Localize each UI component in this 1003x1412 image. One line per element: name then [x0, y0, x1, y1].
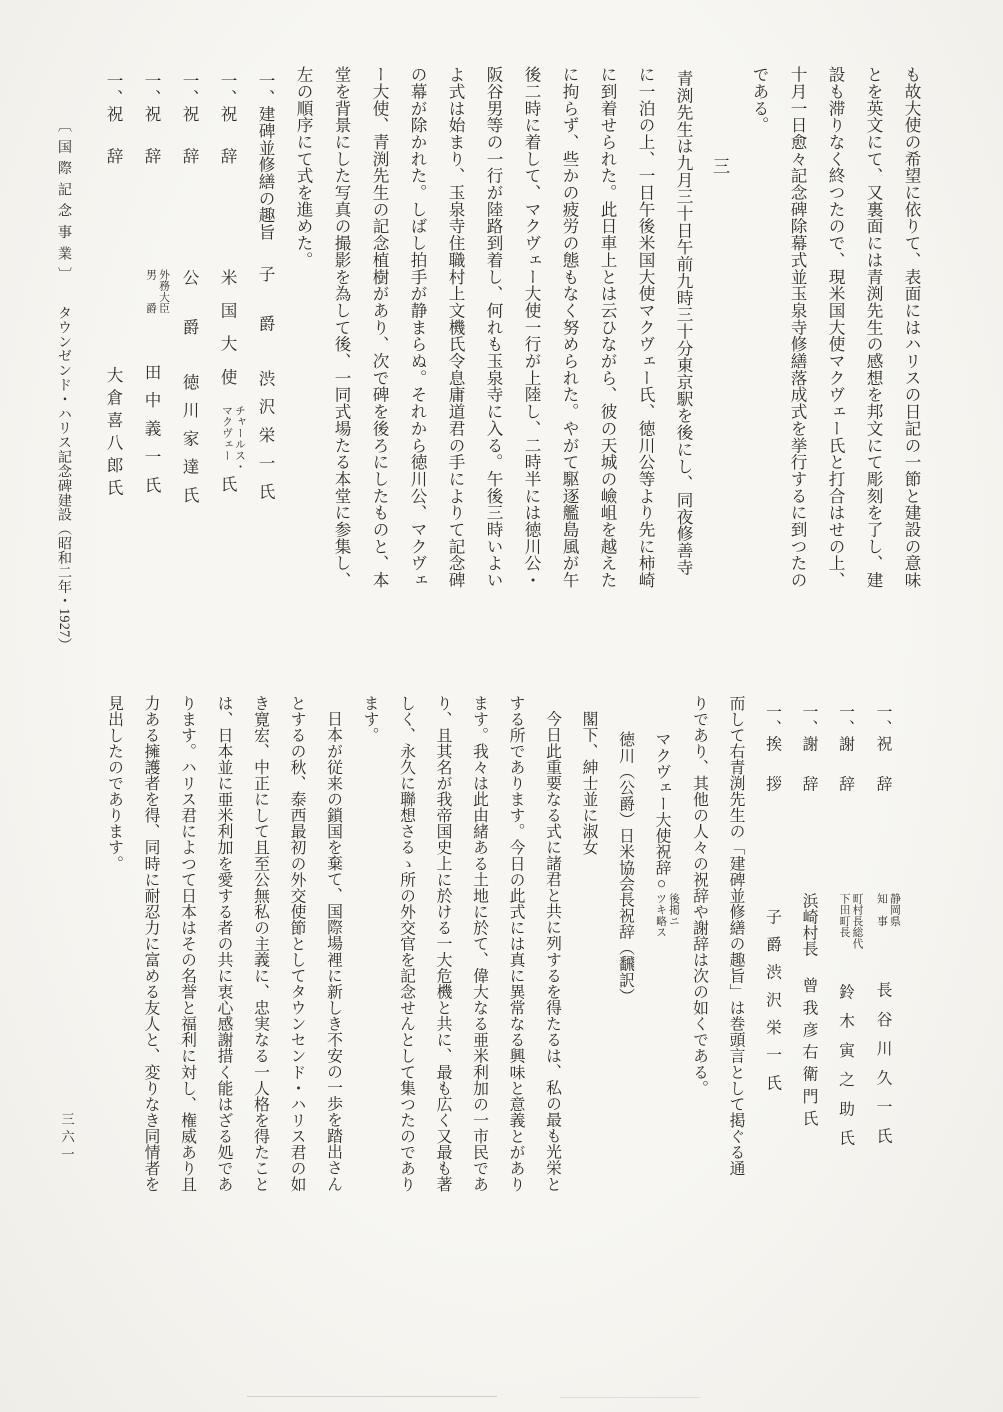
text-column: [351, 695, 388, 1175]
text-run: 氏: [218, 475, 237, 493]
text-run: 子爵渋沢栄一氏: [763, 908, 781, 1103]
text-run: 後二時に着して、マクヴェー大使一行が上陸し、二時半には徳川公・: [522, 66, 541, 589]
text-run: 辞: [218, 147, 237, 165]
text-run: 公爵: [180, 268, 199, 369]
text-run: 辞: [104, 147, 123, 165]
text-column: [570, 695, 607, 1175]
small-annotation: 町村長総代 下田町長: [838, 892, 864, 949]
text-run: する所であります。今日の此式には真に異常なる興味と意義とがあり: [507, 695, 524, 1193]
small-annotation: 静岡県 知 事: [876, 892, 901, 927]
text-run: 鈴木寅之助氏: [836, 983, 854, 1159]
text-column: [360, 66, 398, 626]
text-run: 日本が従来の鎖国を棄て、国際場裡に新しき不安の一歩を踏出さん: [324, 710, 342, 1192]
text-run: とを英文にて、又裏面には青渕先生の感想を邦文にて彫刻を了し、建: [864, 66, 883, 589]
small-annotation: 後掲ニ ツキ略ス: [655, 892, 680, 938]
section-heading: [702, 66, 740, 626]
text-run: 十月一日愈々記念碑除幕式並玉泉寺修繕落成式を挙行するに到つたの: [788, 66, 807, 589]
text-column: [740, 66, 778, 626]
text-column: [497, 695, 534, 1193]
text-column: [284, 66, 322, 626]
text-run: 米国大使: [218, 268, 237, 402]
bottom-text-block: [95, 695, 901, 1193]
text-column: [398, 66, 436, 626]
text-column: [626, 66, 664, 626]
text-column: [533, 695, 570, 1192]
text-run: 一、謝: [800, 703, 817, 752]
text-run: 而して右青渕先生の「建碑並修繕の趣旨」は巻頭言として掲ぐる通: [727, 695, 744, 1177]
text-run: 一、祝: [218, 71, 237, 123]
small-annotation: チャールス・ マクヴェー: [221, 404, 246, 473]
text-run: 三: [711, 157, 731, 175]
text-column: [314, 695, 351, 1192]
text-run: 〔国際記念事業〕: [56, 118, 72, 289]
text-column: [168, 695, 205, 1193]
text-run: 左の順序にて式を進めた。: [294, 66, 313, 269]
text-run: 一、祝: [104, 71, 123, 123]
text-run: 子爵: [256, 265, 275, 365]
text-column: [436, 66, 474, 626]
text-column: [132, 695, 169, 1193]
text-run: も故大使の希望に依りて、表面にはハリスの日記の一節と建設の意味: [902, 66, 921, 589]
text-run: 大倉喜八郎氏: [104, 366, 123, 502]
text-run: しく、永久に聯想さるゝ所の外交官を記念せんとして集つたのであり: [397, 695, 415, 1193]
text-column: [387, 695, 424, 1193]
text-run: 今日此重要なる式に諸君と共に列するを得たるは、私の最も光栄と: [543, 710, 561, 1192]
text-run: 徳川家達氏: [180, 373, 199, 515]
text-run: 青渕先生は九月三十日午前九時三十分東京駅を後にし、同夜修善寺: [674, 70, 693, 576]
top-text-block: [94, 66, 930, 626]
program-item: [864, 695, 902, 1175]
text-run: ー大使、青渕先生の記念植樹があり、次で碑を後ろにしたものと、本: [370, 66, 389, 589]
program-item: [246, 66, 284, 626]
text-column: [205, 695, 242, 1193]
text-run: 渋沢栄一氏: [256, 369, 275, 511]
text-run: 一、祝: [874, 703, 891, 752]
text-run: り、且其名が我帝国史上に於ける一大危機と共に、最も広く又最も著: [434, 695, 451, 1193]
text-column: [550, 66, 588, 626]
text-run: タウンゼンド・ハリス記念碑建設（昭和二年・1927）: [56, 305, 72, 652]
text-run: 堂を背景にした写真の撮影を為して後、一同式場たる本堂に参集し、: [332, 66, 351, 589]
program-item: [208, 66, 246, 626]
text-column: [778, 66, 816, 626]
text-run: 徳川（公爵）日米協会長祝辞（飜訳）: [616, 731, 634, 1004]
text-run: 辞: [142, 147, 161, 165]
speech-title: [643, 695, 681, 1175]
text-column: [664, 66, 702, 626]
small-annotation: 外務大臣 男 爵: [145, 268, 170, 314]
text-run: 曾我彦右衛門氏: [800, 977, 817, 1133]
text-column: [588, 66, 626, 626]
text-run: りであり、其他の人々の祝辞や謝辞は次の如くである。: [690, 695, 708, 1096]
text-column: [278, 695, 315, 1193]
text-run: 一、祝: [142, 71, 161, 123]
text-column: [474, 66, 512, 626]
text-column: [241, 695, 278, 1193]
scan-artifact-line: [247, 1396, 497, 1397]
program-item: [790, 695, 827, 1175]
text-run: に到着せられた。此日車上とは云ひながら、彼の天城の嶮岨を越えた: [598, 66, 617, 589]
text-run: 見出したのであります。: [105, 695, 123, 872]
program-item: [753, 695, 790, 1175]
program-item: [132, 66, 170, 626]
text-run: 一、建碑並修繕の趣旨: [256, 71, 275, 241]
text-run: 拶: [763, 775, 781, 792]
speech-title: [606, 695, 643, 1175]
text-run: 一、挨: [763, 703, 781, 752]
text-run: 辞: [180, 147, 199, 165]
text-run: 長谷川久一氏: [874, 981, 891, 1158]
page-number: 三六一: [59, 1112, 74, 1165]
text-run: ます。我々は此由緒ある土地に於て、偉大なる亜米利加の一市民であ: [470, 695, 488, 1193]
text-run: 力ある擁護者を得、同時に耐忍力に富める友人と、変りなき同情者を: [142, 695, 159, 1193]
text-run: 設も滞りなく終つたので、現米国大使マクヴェー氏と打合はせの上、: [826, 66, 845, 589]
text-column: [892, 66, 930, 626]
text-run: に拘らず、些かの疲労の態もなく努められた。やがて駆逐艦島風が午: [560, 66, 579, 589]
text-column: [460, 695, 497, 1193]
text-column: [424, 695, 461, 1193]
text-run: に一泊の上、一日午後米国大使マクヴェー氏、徳川公等より先に柿崎: [636, 66, 655, 589]
text-run: き寛宏、中正にして且至公無私の主義に、忠実なる一人格を得たこと: [251, 695, 269, 1193]
text-run: 田中義一氏: [142, 363, 161, 505]
text-run: 辞: [836, 775, 854, 792]
text-run: マクヴェー大使祝辞○: [653, 731, 670, 893]
text-run: 辞: [800, 775, 817, 792]
text-run: ります。ハリス君によつて日本はその名誉と福利に対し、権威あり且: [178, 695, 196, 1193]
program-item: [94, 66, 132, 626]
program-item: [826, 695, 864, 1175]
text-column: [680, 695, 717, 1175]
text-run: 一、謝: [836, 703, 854, 752]
text-run: である。: [750, 66, 769, 134]
margin-section-label: [52, 118, 76, 718]
text-run: よ式は始まり、玉泉寺住職村上文機氏令息庸道君の手によりて記念碑: [446, 66, 465, 589]
text-run: は、日本並に亜米利加を愛する者の共に衷心感謝措く能はざる処であ: [215, 695, 232, 1193]
scan-artifact-line: [560, 1397, 700, 1398]
program-item: [170, 66, 208, 626]
text-column: [816, 66, 854, 626]
text-column: [512, 66, 550, 626]
text-column: [322, 66, 360, 626]
margin-title-column: [52, 118, 76, 718]
text-run: 辞: [874, 775, 891, 792]
text-run: とするの秋、泰西最初の外交使節としてタウンセンド・ハリス君の如: [288, 695, 305, 1193]
text-run: 阪谷男等の一行が陸路到着し、何れも玉泉寺に入る。午後三時いよい: [484, 66, 503, 589]
text-run: 閣下、紳士並に淑女: [580, 710, 597, 856]
text-column: [717, 695, 754, 1175]
text-column: [854, 66, 892, 626]
text-column: [95, 695, 132, 1175]
text-run: の幕が除かれた。しばし拍手が静まらぬ。それから徳川公、マクヴェ: [408, 66, 427, 589]
text-run: ます。: [361, 695, 378, 744]
text-run: 浜崎村長: [800, 892, 817, 957]
text-run: 一、祝: [180, 71, 199, 123]
